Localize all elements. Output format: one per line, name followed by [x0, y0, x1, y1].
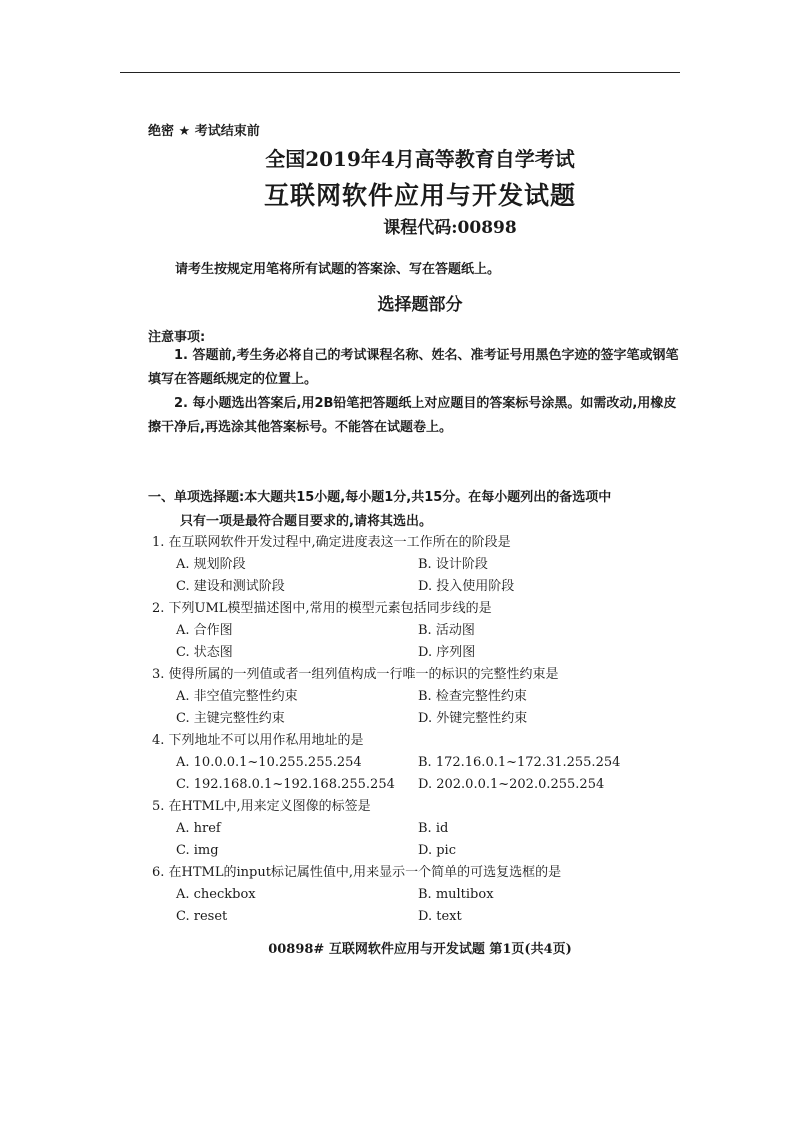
- note-item-2: 2. 每小题选出答案后,用2B铅笔把答题纸上对应题目的答案标号涂黑。如需改动,用橡皮擦干净后,再选涂其他答案标号。不能答在试题卷上。: [148, 396, 677, 435]
- subject-title: 互联网软件应用与开发试题: [263, 181, 576, 210]
- page-footer: 00898# 互联网软件应用与开发试题 第1页(共4页): [268, 942, 572, 957]
- question-list: [152, 532, 712, 928]
- option-c: C. 主键完整性约束: [176, 711, 285, 726]
- general-instruction: 请考生按规定用笔将所有试题的答案涂、写在答题纸上。: [175, 262, 501, 277]
- option-c: C. 192.168.0.1~192.168.255.254: [176, 777, 395, 792]
- question-stem: 6. 在HTML的input标记属性值中,用来显示一个简单的可选复选框的是: [152, 865, 562, 880]
- question-stem: 2. 下列UML模型描述图中,常用的模型元素包括同步线的是: [152, 601, 492, 616]
- notes-label: 注意事项:: [148, 330, 206, 345]
- option-b: B. id: [418, 821, 449, 836]
- option-row: [152, 884, 712, 906]
- option-d: D. text: [418, 909, 462, 924]
- option-row: [152, 906, 712, 928]
- option-b: B. 检查完整性约束: [418, 689, 527, 704]
- option-c: C. 状态图: [176, 645, 233, 660]
- option-a: A. 合作图: [176, 623, 233, 638]
- option-a: A. 非空值完整性约束: [176, 689, 298, 704]
- option-a: A. checkbox: [176, 887, 256, 902]
- exam-title: 全国2019年4月高等教育自学考试: [265, 147, 575, 171]
- option-row: [152, 774, 712, 796]
- confidential-label: 绝密 ★ 考试结束前: [148, 124, 260, 139]
- option-d: D. 外键完整性约束: [418, 711, 528, 726]
- option-row: [152, 840, 712, 862]
- option-c: C. img: [176, 843, 219, 858]
- option-c: C. reset: [176, 909, 228, 924]
- option-b: B. multibox: [418, 887, 494, 902]
- option-b: B. 设计阶段: [418, 557, 488, 572]
- option-d: D. 投入使用阶段: [418, 579, 515, 594]
- option-row: [152, 620, 712, 642]
- option-row: [152, 752, 712, 774]
- option-row: [152, 686, 712, 708]
- question-stem: 1. 在互联网软件开发过程中,确定进度表这一工作所在的阶段是: [152, 535, 511, 550]
- question-stem: 3. 使得所属的一列值或者一组列值构成一行唯一的标识的完整性约束是: [152, 667, 559, 682]
- option-d: D. pic: [418, 843, 456, 858]
- course-code: 课程代码:00898: [383, 218, 517, 238]
- option-row: [152, 642, 712, 664]
- question-stem: 4. 下列地址不可以用作私用地址的是: [152, 733, 364, 748]
- part-title-line2: 只有一项是最符合题目要求的,请将其选出。: [180, 514, 432, 529]
- option-b: B. 172.16.0.1~172.31.255.254: [418, 755, 621, 770]
- option-row: [152, 708, 712, 730]
- part-title: [148, 486, 708, 534]
- option-c: C. 建设和测试阶段: [176, 579, 285, 594]
- option-row: [152, 554, 712, 576]
- part-title-line1: 一、单项选择题:本大题共15小题,每小题1分,共15分。在每小题列出的备选项中: [148, 490, 612, 505]
- option-a: A. href: [176, 821, 221, 836]
- note-item-1: 1. 答题前,考生务必将自己的考试课程名称、姓名、准考证号用黑色字迹的签字笔或钢笔填写在答题纸规定的位置上。: [148, 348, 679, 387]
- section-heading: 选择题部分: [377, 295, 463, 315]
- top-rule: [120, 72, 680, 73]
- option-row: [152, 818, 712, 840]
- option-row: [152, 576, 712, 598]
- option-a: A. 10.0.0.1~10.255.255.254: [176, 755, 362, 770]
- option-b: B. 活动图: [418, 623, 475, 638]
- option-a: A. 规划阶段: [176, 557, 246, 572]
- question-stem: 5. 在HTML中,用来定义图像的标签是: [152, 799, 371, 814]
- option-d: D. 序列图: [418, 645, 476, 660]
- option-d: D. 202.0.0.1~202.0.255.254: [418, 777, 605, 792]
